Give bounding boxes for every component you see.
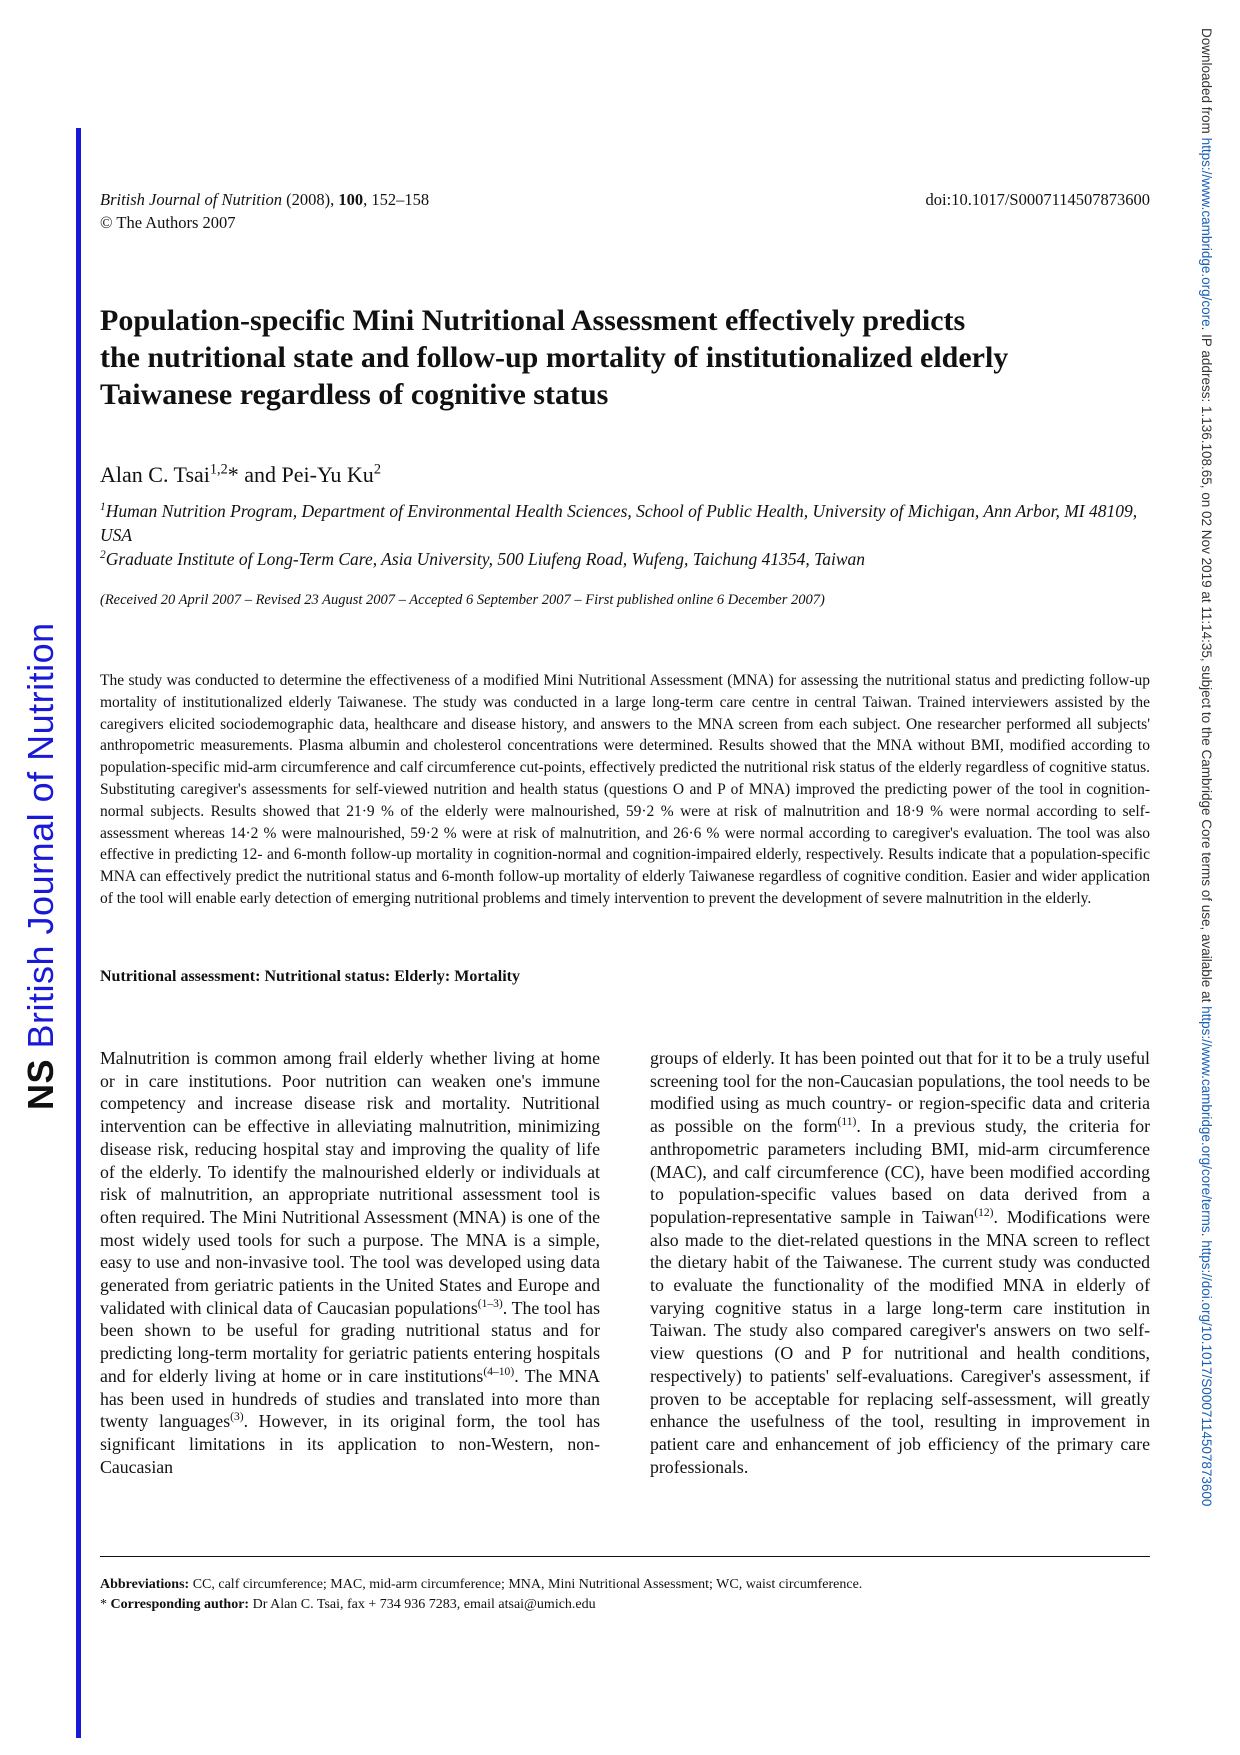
journal-name: British Journal of Nutrition [100,190,282,209]
citation-ref: (1–3) [477,1296,503,1310]
terms-link[interactable]: https://www.cambridge.org/core/terms [1199,1006,1214,1233]
journal-logo-text: NS [20,1058,61,1110]
corresponding-text: Dr Alan C. Tsai, fax + 734 936 7283, email atsai@umich.edu [249,1597,596,1612]
volume: 100 [338,190,364,209]
doi: doi:10.1017/S0007114507873600 [925,190,1150,209]
body-column-left [100,1047,600,1478]
download-prefix: Downloaded from [1199,28,1214,138]
abbreviations-label: Abbreviations: [100,1577,190,1592]
affiliation-text: Human Nutrition Program, Department of Environmental Health Sciences, School of Public Health, University of Michigan, Ann Arbor, MI 48109, USA [100,501,1138,545]
author-2: and Pei-Yu Ku [238,462,374,487]
affiliation-2 [100,547,1160,571]
pages: , 152–158 [363,190,430,209]
body-text: groups of elderly. It has been pointed out that for it to be a truly useful screening tool for the non-Caucasian populations, the tool needs to be modified using as much country- or region-specific data and criteria as possible on the form [650,1048,1150,1137]
copyright: © The Authors 2007 [100,213,236,232]
body-text: . The MNA has been used in hundreds of studies and translated into more than twenty languages [100,1365,600,1432]
body-column-right [650,1047,1150,1478]
citation-ref: (4–10) [483,1364,515,1378]
corresponding-mark: * [100,1597,111,1612]
journal-name-vertical: British Journal of Nutrition [20,622,61,1049]
journal-side-rule [76,128,81,1738]
body-text: . However, in its original form, the tool has significant limitations in its application to non-Western, non-Caucasian [100,1411,600,1477]
core-link[interactable]: https://www.cambridge.org/core [1199,137,1214,327]
footnotes [100,1575,1150,1615]
citation-ref: (3) [230,1410,244,1424]
body-text: . Modifications were also made to the diet-related questions in the MNA screen to reflect the dietary habit of the Taiwanese. The current study was conducted to evaluate the functionality of the modified MNA in elderly of varying cognitive status in a large long-term care institution in Taiwan. The study also compared caregiver's answers on two self-view questions (O and P for nutritional and health conditions, respectively) to patients' self-evaluations. Caregiver's assessment, if proven to be acceptable for replacing self-assessment, will greatly enhance the usefulness of the tool, resulting in improvement in patient care and enhancement of job efficiency of the primary care professionals. [650,1206,1150,1477]
received-dates: (Received 20 April 2007 – Revised 23 August 2007 – Accepted 6 September 2007 – First published online 6 December 2007) [100,592,825,608]
article-title [100,302,1160,413]
download-middle: . IP address: 1.136.108.65, on 02 Nov 2019 at 11:14:35, subject to the Cambridge Core terms of use, available at [1199,326,1214,1007]
author-2-affil: 2 [373,461,381,478]
year: (2008), [286,190,339,209]
abbreviations-text: CC, calf circumference; MAC, mid-arm circumference; MNA, Mini Nutritional Assessment; WC, waist circumference. [189,1577,863,1592]
citation-ref: (12) [974,1206,994,1219]
download-notice [1199,28,1214,1506]
body-text: . The tool has been shown to be useful for grading nutritional status and for predicting long-term mortality for geriatric patients entering hospitals and for elderly living at home or in care institutions [100,1297,600,1386]
affiliations [100,499,1160,571]
author-1-affil: 1,2 [209,461,228,478]
author-1: Alan C. Tsai [100,462,210,487]
affiliation-number: 1 [100,501,106,514]
corresponding-author-note [100,1595,1150,1615]
abstract: The study was conducted to determine the effectiveness of a modified Mini Nutritional Assessment (MNA) for assessing the nutritional status and predicting follow-up mortality of institutionalized elderly Taiwanese. The study was conducted in a large long-term care centre in central Taiwan. Trained interviewers assisted by the caregivers elicited sociodemographic data, healthcare and disease history, and answers to the MNA screen from each subject. One researcher performed all subjects' anthropometric measurements. Plasma albumin and cholesterol concentrations were determined. Results showed that the MNA without BMI, modified according to population-specific mid-arm circumference and calf circumference cut-points, effectively predicted the nutritional risk status of the elderly regardless of cognitive status. Substituting caregiver's assessments for self-viewed nutrition and health status (questions O and P of MNA) improved the predicting power of the tool in cognition-normal subjects. Results showed that 21·9 % of the elderly were malnourished, 59·2 % were at risk of malnutrition and 18·9 % were normal according to self-assessment whereas 14·2 % were malnourished, 59·2 % were at risk of malnutrition, and 26·6 % were normal according to caregiver's evaluation. The tool was also effective in predicting 12- and 6-month follow-up mortality in cognition-normal and cognition-impaired elderly, respectively. Results indicate that a population-specific MNA can effectively predict the nutritional status and 6-month follow-up mortality of elderly Taiwanese regardless of cognitive condition. Easier and wider application of the tool will enable early detection of emerging nutritional problems and timely intervention to prevent the development of severe malnutrition in the elderly. [100,672,1150,907]
affiliation-text: Graduate Institute of Long-Term Care, Asia University, 500 Liufeng Road, Wufeng, Taichung 41354, Taiwan [105,549,866,569]
corresponding-mark: * [227,462,239,487]
title-line: the nutritional state and follow-up mortality of institutionalized elderly [100,341,1009,374]
citation [100,188,429,234]
keywords: Nutritional assessment: Nutritional status: Elderly: Mortality [100,968,520,985]
body-text: . In a previous study, the criteria for anthropometric parameters including BMI, mid-arm circumference (MAC), and calf circumference (CC), have been modified according to population-specific values based on data derived from a population-representative sample in Taiwan [650,1116,1150,1227]
author-list [100,462,381,488]
footnote-divider [100,1556,1150,1557]
download-sep: . [1199,1232,1214,1241]
body-text: Malnutrition is common among frail elderly whether living at home or in care institutions. Poor nutrition can weaken one's immune competency and increase disease risk and mortality. Nutritional intervention can be effective in alleviating malnutrition, minimizing disease risk, reducing hospital stay and improving the quality of life of the elderly. To identify the malnourished elderly or individuals at risk of malnutrition, an appropriate nutritional assessment tool is often required. The Mini Nutritional Assessment (MNA) is one of the most widely used tools for such a purpose. The MNA is a simple, easy to use and non-invasive tool. The tool was developed using data generated from geriatric patients in the United States and Europe and validated with clinical data of Caucasian populations [100,1048,600,1318]
journal-side-title [20,622,62,1110]
affiliation-1 [100,499,1160,547]
doi-link[interactable]: https://doi.org/10.1017/S0007114507873600 [1199,1240,1214,1507]
affiliation-number: 2 [100,549,106,562]
title-line: Taiwanese regardless of cognitive status [100,378,609,411]
title-line: Population-specific Mini Nutritional Assessment effectively predicts [100,304,966,337]
corresponding-label: Corresponding author: [110,1597,250,1612]
citation-ref: (11) [837,1115,857,1129]
abbreviations-note [100,1575,1150,1595]
